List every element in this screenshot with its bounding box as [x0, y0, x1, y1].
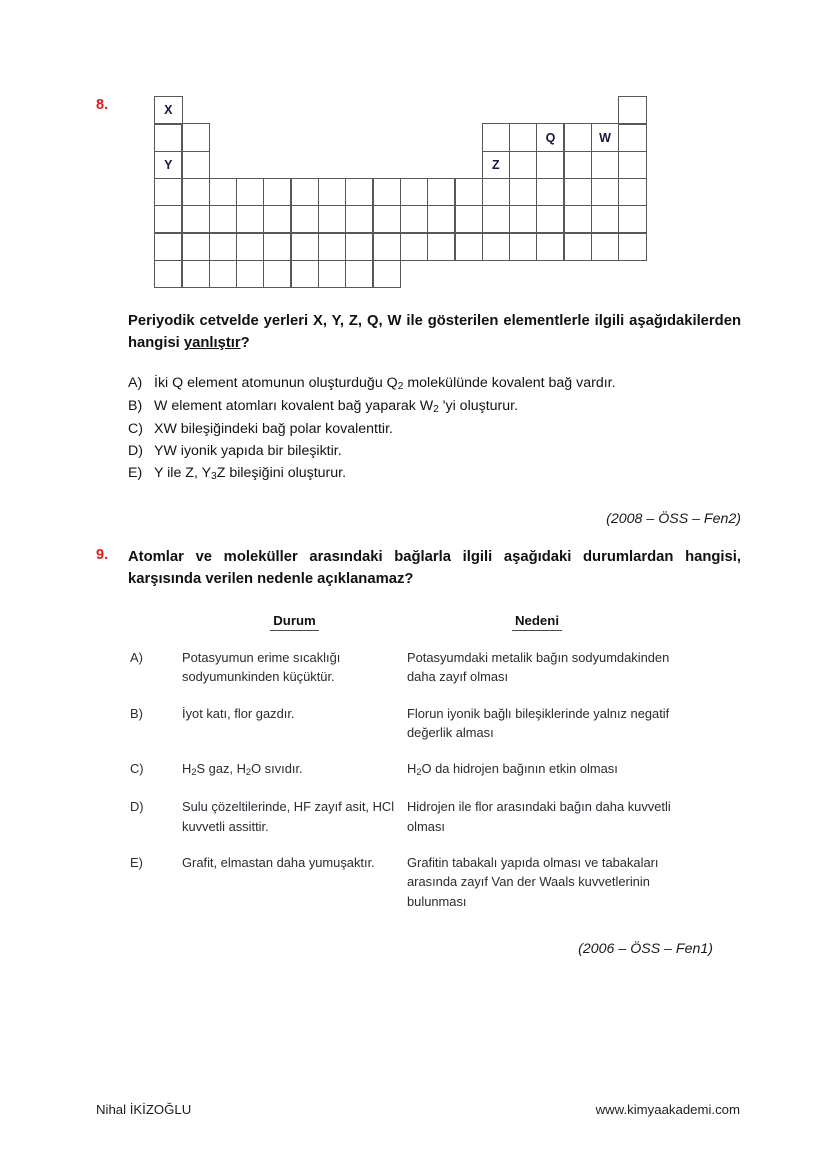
periodic-table-gap [345, 96, 374, 125]
periodic-table-cell [318, 260, 347, 289]
periodic-table-cell [263, 178, 292, 207]
periodic-table-cell [290, 260, 319, 289]
periodic-table-cell [618, 151, 647, 180]
periodic-table-cell [400, 232, 429, 261]
question-8-option-a[interactable] [128, 372, 741, 395]
option-letter: B) [128, 398, 143, 415]
question-8-option-b[interactable] [128, 395, 741, 418]
periodic-table-gap [318, 96, 347, 125]
periodic-table-cell [482, 205, 511, 234]
question-8-number: 8. [96, 97, 109, 113]
periodic-table-cell [509, 205, 538, 234]
periodic-table-gap [263, 123, 292, 152]
row-letter: C) [130, 761, 144, 777]
periodic-table-cell [563, 123, 592, 152]
periodic-table-cell [181, 260, 210, 289]
row-nedeni: Florun iyonik bağlı bileşiklerinde yalnız negatif değerlik alması [407, 705, 670, 741]
row-letter: E) [130, 855, 143, 871]
periodic-table-row [154, 151, 645, 178]
periodic-table-cell [591, 178, 620, 207]
periodic-table-cell [454, 178, 483, 207]
periodic-table-cell [181, 205, 210, 234]
periodic-table-cell [290, 232, 319, 261]
row-nedeni: Grafitin tabakalı yapıda olması ve tabakaları arasında zayıf Van der Waals kuvvetlerinin bulunması [407, 855, 659, 909]
periodic-table-cell [345, 178, 374, 207]
option-subscript: 2 [433, 404, 439, 416]
question-8-stem-underlined: yanlıştır [183, 335, 241, 352]
periodic-table-cell [154, 260, 183, 289]
periodic-table-cell [563, 178, 592, 207]
question-9 [96, 546, 741, 957]
question-8-option-e[interactable] [128, 462, 741, 485]
periodic-table-gap [427, 96, 456, 125]
row-letter: B) [130, 705, 143, 721]
periodic-table-cell [372, 178, 401, 207]
periodic-table-cell [563, 205, 592, 234]
periodic-table-gap [509, 260, 538, 289]
periodic-table-cell [181, 123, 210, 152]
periodic-table-cell [591, 151, 620, 180]
periodic-table-cell [181, 178, 210, 207]
question-9-row-d[interactable] [126, 797, 726, 836]
column-header-durum [182, 613, 407, 631]
periodic-table-gap [209, 151, 238, 180]
periodic-table-cell [563, 232, 592, 261]
row-nedeni: Hidrojen ile flor arasındaki bağın daha kuvvetli olması [407, 799, 671, 834]
periodic-table-gap [372, 123, 401, 152]
periodic-table-gap [318, 123, 347, 152]
question-8-figure-area [96, 96, 741, 310]
question-8-stem [128, 310, 741, 355]
periodic-table-cell [509, 232, 538, 261]
periodic-table-gap [454, 96, 483, 125]
question-9-number: 9. [96, 547, 109, 563]
option-letter: E) [128, 465, 143, 482]
periodic-table-gap [536, 96, 565, 125]
question-9-row-b[interactable] [126, 704, 726, 743]
periodic-table-gap [372, 151, 401, 180]
option-letter: A) [128, 374, 143, 391]
periodic-table-cell [345, 205, 374, 234]
periodic-table-cell [290, 178, 319, 207]
question-8 [96, 96, 741, 527]
periodic-table-gap [482, 260, 511, 289]
periodic-table-gap [345, 151, 374, 180]
periodic-table-gap [209, 123, 238, 152]
question-9-row-e[interactable] [126, 853, 726, 911]
periodic-table-cell [290, 205, 319, 234]
periodic-table-gap [290, 151, 319, 180]
periodic-table-gap [290, 96, 319, 125]
periodic-table-row [154, 205, 645, 232]
periodic-table-diagram [154, 96, 645, 287]
periodic-table-cell [618, 178, 647, 207]
periodic-table-gap [318, 151, 347, 180]
footer-author: Nihal İKİZOĞLU [96, 1102, 192, 1117]
periodic-table-cell [454, 232, 483, 261]
periodic-table-cell [509, 178, 538, 207]
periodic-table-gap [263, 151, 292, 180]
periodic-table-gap [536, 260, 565, 289]
row-letter: A) [130, 649, 143, 665]
periodic-table-cell [482, 123, 511, 152]
periodic-table-gap [454, 123, 483, 152]
periodic-table-cell [618, 205, 647, 234]
row-durum: İyot katı, flor gazdır. [182, 705, 295, 721]
question-8-stem-line1: Periyodik cetvelde yerleri X, Y, Z, Q, W ile gösterilen elementlerle [128, 313, 590, 329]
row-nedeni: Potasyumdaki metalik bağın sodyumdakinden daha zayıf olması [407, 649, 670, 685]
question-8-citation: (2008 – ÖSS – Fen2) [606, 511, 741, 528]
periodic-table-gap [454, 151, 483, 180]
periodic-table-gap [236, 151, 265, 180]
column-header-nedeni [407, 613, 667, 631]
option-subscript: 3 [211, 471, 217, 483]
periodic-table-cell [618, 232, 647, 261]
periodic-table-cell [591, 232, 620, 261]
row-nedeni: $H_2O$ da hidrojen bağının etkin olması [407, 761, 618, 778]
periodic-table-gap [400, 260, 429, 289]
periodic-table-gap [181, 96, 210, 125]
periodic-table-cell [427, 232, 456, 261]
question-8-text-block [128, 310, 741, 527]
option-subscript: 2 [397, 381, 404, 393]
periodic-table-cell [400, 205, 429, 234]
question-9-table [126, 613, 726, 911]
option-text: W element atomları kovalent bağ yaparak $W_2$ 'yi oluşturur. [154, 398, 519, 416]
periodic-table-cell [454, 205, 483, 234]
question-9-citation: (2006 – ÖSS – Fen1) [578, 941, 713, 958]
periodic-table-cell [263, 260, 292, 289]
periodic-table-cell [154, 232, 183, 261]
periodic-table-gap [591, 260, 620, 289]
periodic-table-cell [372, 260, 401, 289]
periodic-table-cell-w: W [591, 123, 620, 152]
question-9-table-body [126, 648, 726, 911]
periodic-table-cell [236, 232, 265, 261]
periodic-table-cell [236, 205, 265, 234]
periodic-table-gap [482, 96, 511, 125]
periodic-table-cell [209, 260, 238, 289]
periodic-table-cell [400, 178, 429, 207]
option-text: YW iyonik yapıda bir bileşiktir. [154, 443, 342, 460]
periodic-table-cell [209, 205, 238, 234]
periodic-table-cell [372, 232, 401, 261]
option-text: İki Q element atomunun oluşturduğu $Q_2$ molekülünde kovalent bağ vardır. [154, 374, 616, 393]
periodic-table-gap [427, 260, 456, 289]
column-header-nedeni-label: Nedeni [512, 613, 562, 631]
question-8-stem-line2-post: ? [240, 335, 250, 352]
periodic-table-cell [536, 178, 565, 207]
periodic-table-cell [318, 205, 347, 234]
periodic-table-row [154, 123, 645, 150]
question-9-row-c[interactable] [126, 759, 726, 780]
row-letter: D) [130, 799, 144, 815]
question-8-option-c[interactable] [128, 418, 741, 440]
periodic-table-gap [236, 123, 265, 152]
column-header-durum-label: Durum [270, 613, 319, 631]
question-8-options [128, 372, 741, 485]
periodic-table-cell [236, 178, 265, 207]
option-letter: D) [128, 443, 143, 460]
periodic-table-cell [181, 232, 210, 261]
periodic-table-row [154, 96, 645, 123]
question-8-stem-line2-pre: ilgili aşağıdakilerden hangisi [128, 313, 741, 352]
periodic-table-cell-q: Q [536, 123, 565, 152]
option-letter: C) [128, 421, 143, 438]
periodic-table-cell [427, 178, 456, 207]
periodic-table-cell [154, 205, 183, 234]
periodic-table-cell-z: Z [482, 151, 511, 180]
periodic-table-cell [618, 96, 647, 125]
periodic-table-cell [154, 123, 183, 152]
periodic-table-cell [263, 232, 292, 261]
periodic-table-cell-y: Y [154, 151, 183, 180]
table-header-spacer [126, 613, 182, 631]
periodic-table-row [154, 178, 645, 205]
periodic-table-cell [482, 178, 511, 207]
question-8-option-d[interactable] [128, 440, 741, 462]
periodic-table-cell [536, 205, 565, 234]
periodic-table-row [154, 232, 645, 259]
periodic-table-cell [618, 123, 647, 152]
periodic-table-gap [563, 260, 592, 289]
periodic-table-cell [318, 178, 347, 207]
periodic-table-cell [482, 232, 511, 261]
question-9-table-header [126, 613, 726, 631]
periodic-table-cell [154, 178, 183, 207]
periodic-table-gap [427, 123, 456, 152]
periodic-table-cell [509, 151, 538, 180]
row-durum: $H_2S$ gaz, $H_2O$ sıvıdır. [182, 761, 303, 778]
periodic-table-cell [591, 205, 620, 234]
periodic-table-cell [427, 205, 456, 234]
option-text: Y ile Z, $Y_3Z$ bileşiğini oluşturur. [154, 465, 347, 483]
periodic-table-gap [400, 123, 429, 152]
periodic-table-cell [263, 205, 292, 234]
periodic-table-cell [236, 260, 265, 289]
periodic-table-gap [591, 96, 620, 125]
periodic-table-cell [345, 260, 374, 289]
option-text: XW bileşiğindeki bağ polar kovalenttir. [154, 421, 393, 438]
periodic-table-gap [372, 96, 401, 125]
periodic-table-cell [372, 205, 401, 234]
periodic-table-gap [400, 96, 429, 125]
periodic-table-gap [454, 260, 483, 289]
question-9-stem: Atomlar ve moleküller arasındaki bağlarla ilgili aşağıdaki durumlardan hangisi, karşısında verilen nedenle açıklanamaz? [128, 549, 741, 588]
question-9-row-a[interactable] [126, 648, 726, 687]
periodic-table-cell [209, 178, 238, 207]
periodic-table-gap [618, 260, 647, 289]
periodic-table-cell [536, 151, 565, 180]
periodic-table-gap [290, 123, 319, 152]
periodic-table-cell [509, 123, 538, 152]
row-durum: Potasyumun erime sıcaklığı sodyumunkinden küçüktür. [182, 649, 341, 685]
periodic-table-cell [563, 151, 592, 180]
row-durum: Sulu çözeltilerinde, HF zayıf asit, HCl kuvvetli assittir. [182, 799, 395, 834]
periodic-table-gap [400, 151, 429, 180]
periodic-table-gap [563, 96, 592, 125]
periodic-table-cell [181, 151, 210, 180]
periodic-table-row [154, 260, 645, 287]
periodic-table-cell [318, 232, 347, 261]
periodic-table-gap [345, 123, 374, 152]
periodic-table-cell [209, 232, 238, 261]
page-footer [96, 1102, 740, 1117]
periodic-table-cell-x: X [154, 96, 183, 125]
periodic-table-gap [236, 96, 265, 125]
periodic-table-gap [427, 151, 456, 180]
periodic-table-cell [345, 232, 374, 261]
periodic-table-cell [536, 232, 565, 261]
periodic-table-gap [209, 96, 238, 125]
periodic-table-gap [509, 96, 538, 125]
footer-website: www.kimyaakademi.com [595, 1102, 740, 1117]
row-durum: Grafit, elmastan daha yumuşaktır. [182, 855, 375, 871]
periodic-table-gap [263, 96, 292, 125]
